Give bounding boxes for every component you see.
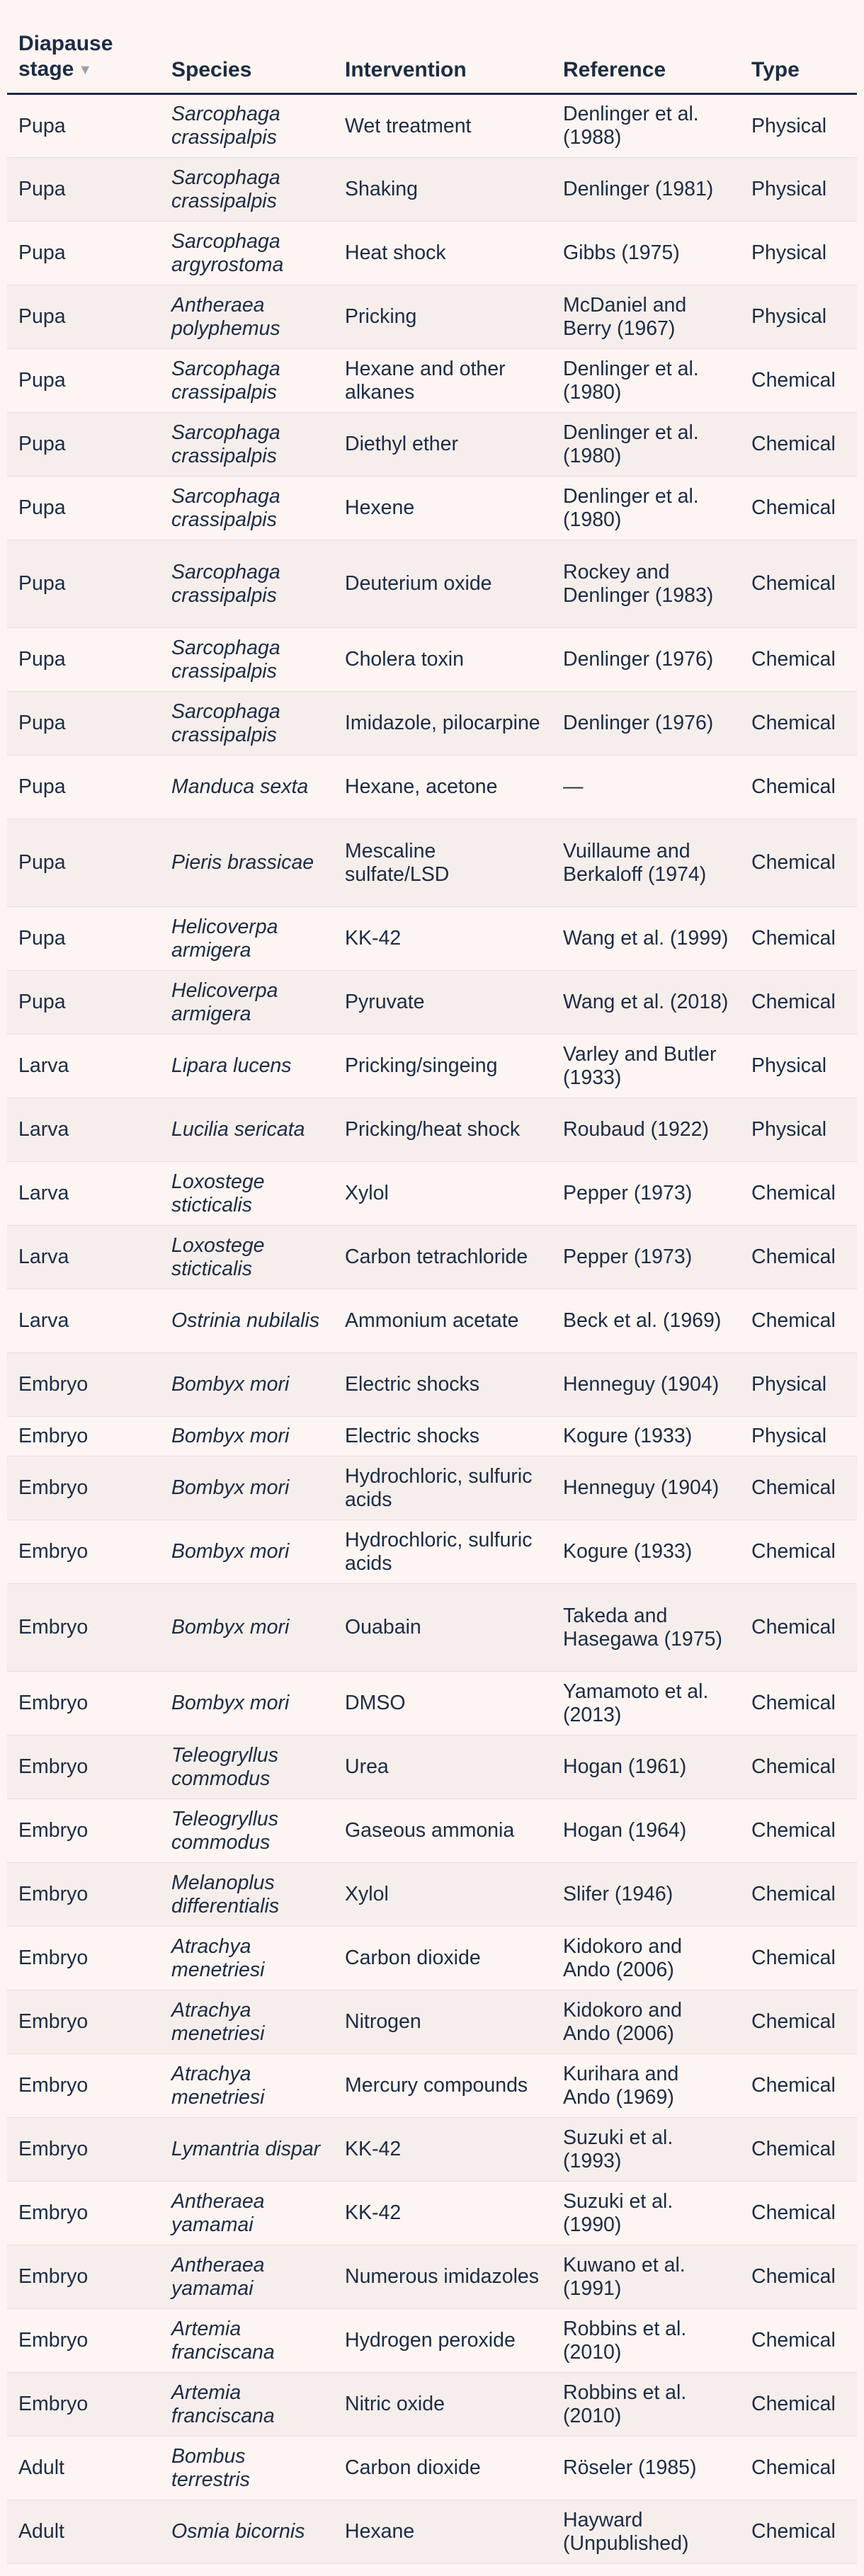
table-row: [7, 819, 857, 907]
cell-type: Chemical: [740, 1990, 857, 2054]
header-type[interactable]: Type: [740, 0, 857, 94]
cell-stage: Embryo: [7, 2245, 160, 2309]
cell-stage: Embryo: [7, 1672, 160, 1736]
cell-species: Atrachya menetriesi: [160, 1990, 334, 2054]
cell-stage: Pupa: [7, 477, 160, 540]
cell-type: Physical: [740, 94, 857, 158]
table-row: [7, 1736, 857, 1799]
cell-species: Helicoverpa armigera: [160, 907, 334, 971]
cell-intervention: KK-42: [334, 2118, 552, 2182]
cell-species: Sarcophaga crassipalpis: [160, 94, 334, 158]
cell-stage: Embryo: [7, 2373, 160, 2437]
table-row: [7, 540, 857, 628]
cell-stage: Larva: [7, 1098, 160, 1162]
cell-intervention: Hexane: [334, 2500, 552, 2564]
cell-species: Bombyx mori: [160, 1584, 334, 1672]
cell-stage: Larva: [7, 1289, 160, 1353]
cell-reference: Denlinger (1976): [552, 692, 740, 756]
cell-intervention: Cholera toxin: [334, 628, 552, 692]
cell-type: Chemical: [740, 1457, 857, 1520]
cell-type: Chemical: [740, 1927, 857, 1990]
cell-intervention: Deuterium oxide: [334, 540, 552, 628]
cell-species: Ostrinia nubilalis: [160, 1289, 334, 1353]
cell-species: Lucilia sericata: [160, 1098, 334, 1162]
cell-reference: Kurihara and Ando (1969): [552, 2054, 740, 2118]
cell-type: Chemical: [740, 1226, 857, 1289]
cell-intervention: Electric shocks: [334, 1353, 552, 1417]
cell-stage: Embryo: [7, 2182, 160, 2245]
cell-species: Sarcophaga crassipalpis: [160, 628, 334, 692]
cell-species: Atrachya menetriesi: [160, 1927, 334, 1990]
cell-type: Physical: [740, 222, 857, 285]
cell-species: Bombyx mori: [160, 1672, 334, 1736]
cell-species: Teleogryllus commodus: [160, 1736, 334, 1799]
cell-stage: Adult: [7, 2500, 160, 2564]
cell-reference: Denlinger et al. (1980): [552, 413, 740, 477]
cell-species: Osmia bicornis: [160, 2500, 334, 2564]
cell-reference: Gibbs (1975): [552, 222, 740, 285]
cell-species: Antheraea polyphemus: [160, 285, 334, 349]
cell-intervention: Carbon dioxide: [334, 2437, 552, 2500]
cell-reference: Kidokoro and Ando (2006): [552, 1990, 740, 2054]
cell-type: Chemical: [740, 477, 857, 540]
cell-species: Sarcophaga argyrostoma: [160, 222, 334, 285]
cell-intervention: Pyruvate: [334, 971, 552, 1035]
cell-type: Chemical: [740, 2500, 857, 2564]
table-row: [7, 1289, 857, 1353]
cell-reference: Takeda and Hasegawa (1975): [552, 1584, 740, 1672]
cell-reference: —: [552, 756, 740, 819]
table-row: [7, 628, 857, 692]
cell-species: Pieris brassicae: [160, 819, 334, 907]
table-row: [7, 756, 857, 819]
cell-reference: Hayward (Unpublished): [552, 2500, 740, 2564]
cell-reference: Beck et al. (1969): [552, 1289, 740, 1353]
cell-intervention: Mercury compounds: [334, 2054, 552, 2118]
cell-intervention: Hexene: [334, 477, 552, 540]
cell-reference: Kogure (1933): [552, 1417, 740, 1457]
cell-stage: Embryo: [7, 2054, 160, 2118]
cell-intervention: Gaseous ammonia: [334, 1799, 552, 1863]
cell-type: Chemical: [740, 1289, 857, 1353]
cell-reference: Vuillaume and Berkaloff (1974): [552, 819, 740, 907]
table-row: [7, 1417, 857, 1457]
table-row: [7, 1927, 857, 1990]
cell-type: Chemical: [740, 692, 857, 756]
cell-type: Physical: [740, 1353, 857, 1417]
cell-intervention: Ammonium acetate: [334, 1289, 552, 1353]
cell-reference: Röseler (1985): [552, 2437, 740, 2500]
cell-stage: Embryo: [7, 1863, 160, 1927]
cell-intervention: Pricking/heat shock: [334, 1098, 552, 1162]
cell-type: Physical: [740, 158, 857, 222]
cell-type: Chemical: [740, 1736, 857, 1799]
cell-intervention: Pricking: [334, 285, 552, 349]
cell-stage: Pupa: [7, 692, 160, 756]
table-row: [7, 1990, 857, 2054]
cell-species: Bombyx mori: [160, 1353, 334, 1417]
cell-type: Chemical: [740, 1162, 857, 1226]
cell-species: Sarcophaga crassipalpis: [160, 158, 334, 222]
cell-type: Chemical: [740, 2309, 857, 2373]
cell-reference: Pepper (1973): [552, 1226, 740, 1289]
cell-intervention: Mescaline sulfate/LSD: [334, 819, 552, 907]
table-row: [7, 2500, 857, 2564]
cell-intervention: Pricking/singeing: [334, 1035, 552, 1098]
cell-intervention: Xylol: [334, 1863, 552, 1927]
cell-type: Chemical: [740, 907, 857, 971]
cell-stage: Embryo: [7, 1990, 160, 2054]
cell-species: Bombyx mori: [160, 1457, 334, 1520]
table-row: [7, 1457, 857, 1520]
table-row: [7, 285, 857, 349]
table-header: [7, 0, 857, 94]
table-row: [7, 94, 857, 158]
cell-stage: Pupa: [7, 94, 160, 158]
cell-type: Chemical: [740, 2437, 857, 2500]
cell-species: Loxostege sticticalis: [160, 1162, 334, 1226]
table-row: [7, 477, 857, 540]
cell-reference: Denlinger et al. (1988): [552, 94, 740, 158]
cell-stage: Larva: [7, 1226, 160, 1289]
table-row: [7, 1098, 857, 1162]
cell-reference: Roubaud (1922): [552, 1098, 740, 1162]
cell-type: Physical: [740, 1035, 857, 1098]
cell-reference: Wang et al. (2018): [552, 971, 740, 1035]
table-body: [7, 94, 857, 2564]
cell-species: Loxostege sticticalis: [160, 1226, 334, 1289]
cell-intervention: Numerous imidazoles: [334, 2245, 552, 2309]
table-row: [7, 971, 857, 1035]
cell-species: Sarcophaga crassipalpis: [160, 540, 334, 628]
cell-species: Bombus terrestris: [160, 2437, 334, 2500]
table-row: [7, 1863, 857, 1927]
table-row: [7, 2182, 857, 2245]
cell-reference: Suzuki et al. (1990): [552, 2182, 740, 2245]
cell-type: Physical: [740, 1098, 857, 1162]
cell-intervention: KK-42: [334, 907, 552, 971]
cell-species: Teleogryllus commodus: [160, 1799, 334, 1863]
cell-species: Sarcophaga crassipalpis: [160, 477, 334, 540]
cell-stage: Embryo: [7, 1417, 160, 1457]
cell-reference: Denlinger et al. (1980): [552, 349, 740, 413]
cell-stage: Embryo: [7, 1799, 160, 1863]
cell-reference: Kuwano et al. (1991): [552, 2245, 740, 2309]
table-row: [7, 692, 857, 756]
cell-reference: Denlinger (1976): [552, 628, 740, 692]
header-row: [7, 0, 857, 94]
cell-stage: Pupa: [7, 756, 160, 819]
cell-type: Chemical: [740, 2054, 857, 2118]
cell-reference: Hogan (1964): [552, 1799, 740, 1863]
cell-species: Artemia franciscana: [160, 2309, 334, 2373]
cell-type: Chemical: [740, 1672, 857, 1736]
cell-stage: Embryo: [7, 1457, 160, 1520]
cell-stage: Embryo: [7, 2118, 160, 2182]
table-row: [7, 1226, 857, 1289]
cell-stage: Embryo: [7, 1584, 160, 1672]
cell-stage: Embryo: [7, 1520, 160, 1584]
cell-stage: Pupa: [7, 907, 160, 971]
cell-intervention: Carbon dioxide: [334, 1927, 552, 1990]
cell-species: Bombyx mori: [160, 1417, 334, 1457]
cell-type: Chemical: [740, 413, 857, 477]
table-row: [7, 413, 857, 477]
cell-species: Helicoverpa armigera: [160, 971, 334, 1035]
cell-reference: Denlinger et al. (1980): [552, 477, 740, 540]
cell-reference: Slifer (1946): [552, 1863, 740, 1927]
table-row: [7, 1520, 857, 1584]
cell-stage: Pupa: [7, 349, 160, 413]
table-row: [7, 1799, 857, 1863]
diapause-table: [7, 0, 857, 2564]
cell-intervention: Electric shocks: [334, 1417, 552, 1457]
cell-reference: Wang et al. (1999): [552, 907, 740, 971]
cell-stage: Adult: [7, 2437, 160, 2500]
table-row: [7, 1672, 857, 1736]
cell-intervention: Heat shock: [334, 222, 552, 285]
header-reference[interactable]: Reference: [552, 0, 740, 94]
cell-type: Chemical: [740, 349, 857, 413]
cell-type: Chemical: [740, 2245, 857, 2309]
cell-type: Chemical: [740, 540, 857, 628]
cell-intervention: Hydrochloric, sulfuric acids: [334, 1457, 552, 1520]
table-row: [7, 2118, 857, 2182]
cell-reference: Kogure (1933): [552, 1520, 740, 1584]
cell-intervention: Ouabain: [334, 1584, 552, 1672]
cell-stage: Pupa: [7, 413, 160, 477]
cell-type: Physical: [740, 285, 857, 349]
cell-species: Antheraea yamamai: [160, 2245, 334, 2309]
cell-intervention: Wet treatment: [334, 94, 552, 158]
cell-intervention: Carbon tetrachloride: [334, 1226, 552, 1289]
table-row: [7, 1584, 857, 1672]
cell-reference: McDaniel and Berry (1967): [552, 285, 740, 349]
cell-species: Artemia franciscana: [160, 2373, 334, 2437]
table-row: [7, 1353, 857, 1417]
cell-stage: Pupa: [7, 540, 160, 628]
table-row: [7, 158, 857, 222]
cell-reference: Denlinger (1981): [552, 158, 740, 222]
cell-intervention: Hexane, acetone: [334, 756, 552, 819]
cell-species: Sarcophaga crassipalpis: [160, 349, 334, 413]
cell-intervention: Urea: [334, 1736, 552, 1799]
cell-species: Lymantria dispar: [160, 2118, 334, 2182]
cell-intervention: Shaking: [334, 158, 552, 222]
cell-species: Manduca sexta: [160, 756, 334, 819]
cell-stage: Pupa: [7, 819, 160, 907]
cell-stage: Pupa: [7, 158, 160, 222]
sort-down-icon[interactable]: ▼: [78, 62, 93, 79]
cell-intervention: Diethyl ether: [334, 413, 552, 477]
cell-type: Chemical: [740, 1584, 857, 1672]
cell-reference: Hogan (1961): [552, 1736, 740, 1799]
table-row: [7, 1035, 857, 1098]
cell-stage: Pupa: [7, 971, 160, 1035]
cell-type: Chemical: [740, 2118, 857, 2182]
cell-stage: Embryo: [7, 1353, 160, 1417]
cell-intervention: Hydrochloric, sulfuric acids: [334, 1520, 552, 1584]
cell-intervention: Hexane and other alkanes: [334, 349, 552, 413]
cell-stage: Larva: [7, 1035, 160, 1098]
table-row: [7, 2245, 857, 2309]
cell-species: Antheraea yamamai: [160, 2182, 334, 2245]
cell-reference: Pepper (1973): [552, 1162, 740, 1226]
cell-intervention: Xylol: [334, 1162, 552, 1226]
cell-species: Sarcophaga crassipalpis: [160, 692, 334, 756]
cell-type: Chemical: [740, 756, 857, 819]
cell-species: Atrachya menetriesi: [160, 2054, 334, 2118]
cell-intervention: Nitrogen: [334, 1990, 552, 2054]
cell-type: Chemical: [740, 971, 857, 1035]
cell-intervention: KK-42: [334, 2182, 552, 2245]
cell-reference: Rockey and Denlinger (1983): [552, 540, 740, 628]
cell-type: Chemical: [740, 2373, 857, 2437]
cell-intervention: DMSO: [334, 1672, 552, 1736]
cell-reference: Kidokoro and Ando (2006): [552, 1927, 740, 1990]
cell-reference: Varley and Butler (1933): [552, 1035, 740, 1098]
cell-type: Chemical: [740, 2182, 857, 2245]
cell-type: Chemical: [740, 1799, 857, 1863]
table-row: [7, 2437, 857, 2500]
cell-species: Lipara lucens: [160, 1035, 334, 1098]
cell-reference: Henneguy (1904): [552, 1457, 740, 1520]
table-row: [7, 2054, 857, 2118]
table-row: [7, 2373, 857, 2437]
header-species[interactable]: Species: [160, 0, 334, 94]
cell-stage: Pupa: [7, 285, 160, 349]
header-intervention[interactable]: Intervention: [334, 0, 552, 94]
cell-intervention: Nitric oxide: [334, 2373, 552, 2437]
cell-stage: Embryo: [7, 1927, 160, 1990]
cell-reference: Yamamoto et al. (2013): [552, 1672, 740, 1736]
cell-type: Chemical: [740, 628, 857, 692]
cell-reference: Robbins et al. (2010): [552, 2309, 740, 2373]
table-row: [7, 349, 857, 413]
cell-type: Chemical: [740, 1520, 857, 1584]
cell-intervention: Imidazole, pilocarpine: [334, 692, 552, 756]
cell-species: Melanoplus differentialis: [160, 1863, 334, 1927]
cell-intervention: Hydrogen peroxide: [334, 2309, 552, 2373]
table-row: [7, 222, 857, 285]
cell-reference: Suzuki et al. (1993): [552, 2118, 740, 2182]
cell-reference: Henneguy (1904): [552, 1353, 740, 1417]
header-diapause-stage[interactable]: [7, 0, 160, 94]
cell-stage: Embryo: [7, 2309, 160, 2373]
cell-type: Chemical: [740, 1863, 857, 1927]
cell-species: Bombyx mori: [160, 1520, 334, 1584]
cell-type: Physical: [740, 1417, 857, 1457]
cell-stage: Embryo: [7, 1736, 160, 1799]
cell-type: Chemical: [740, 819, 857, 907]
cell-species: Sarcophaga crassipalpis: [160, 413, 334, 477]
cell-stage: Pupa: [7, 222, 160, 285]
cell-stage: Larva: [7, 1162, 160, 1226]
header-stage-label: Diapause stage: [18, 32, 113, 81]
table-row: [7, 907, 857, 971]
table-row: [7, 1162, 857, 1226]
cell-reference: Robbins et al. (2010): [552, 2373, 740, 2437]
cell-stage: Pupa: [7, 628, 160, 692]
table-row: [7, 2309, 857, 2373]
